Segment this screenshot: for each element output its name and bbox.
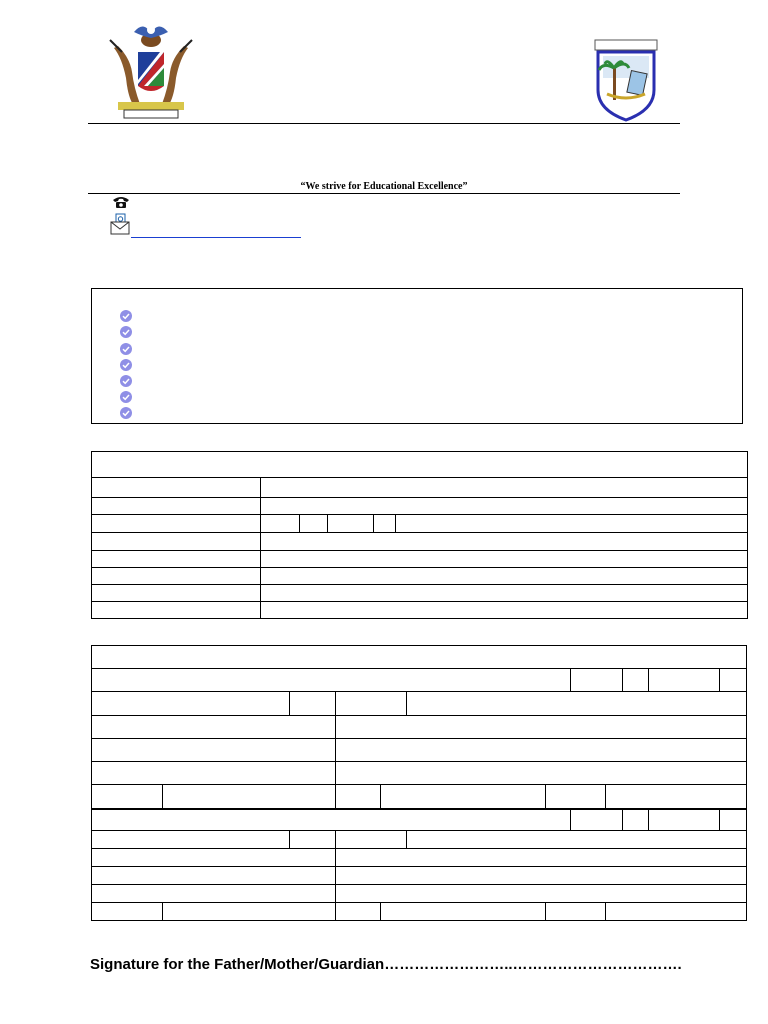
header-rule-bottom [88, 193, 680, 194]
form-field-cell[interactable] [92, 669, 571, 692]
learner-section-title [92, 452, 748, 478]
form-label-cell [92, 602, 261, 619]
form-field-cell[interactable] [648, 809, 720, 831]
form-label-cell [335, 785, 380, 809]
form-label-cell [92, 585, 261, 602]
check-circle-icon [120, 407, 132, 419]
form-field-cell[interactable] [570, 809, 622, 831]
form-label-cell [92, 568, 261, 585]
form-field-cell[interactable] [335, 739, 746, 762]
telephone-icon [111, 195, 131, 209]
form-label-cell [92, 903, 163, 921]
form-label-cell [92, 849, 336, 867]
form-field-cell[interactable] [380, 785, 546, 809]
form-field-cell[interactable] [162, 903, 335, 921]
form-field-cell[interactable] [407, 692, 747, 716]
check-circle-icon [120, 326, 132, 338]
form-field-cell[interactable] [335, 885, 746, 903]
school-crest-logo [593, 38, 659, 122]
form-label-cell [92, 867, 336, 885]
check-circle-icon [120, 375, 132, 387]
learner-details-table [91, 451, 748, 619]
form-field-cell[interactable] [300, 515, 328, 533]
form-label-cell [92, 831, 290, 849]
form-field-cell[interactable] [605, 785, 746, 809]
form-label-cell [92, 478, 261, 498]
form-field-cell[interactable] [92, 809, 571, 831]
school-motto: “We strive for Educational Excellence” [300, 181, 468, 192]
form-label-cell [92, 739, 336, 762]
form-field-cell[interactable] [335, 692, 407, 716]
form-field-cell[interactable] [335, 831, 407, 849]
envelope-icon [110, 213, 130, 235]
form-field-cell[interactable] [648, 669, 720, 692]
parent-section-title [92, 646, 747, 669]
header-rule-top [88, 123, 680, 124]
form-label-cell [92, 762, 336, 785]
form-field-cell[interactable] [335, 716, 746, 739]
guardian-signature-line: Signature for the Father/Mother/Guardian……………………..……………………………. [90, 956, 682, 973]
form-label-cell [92, 692, 290, 716]
form-field-cell[interactable] [261, 585, 748, 602]
form-field-cell[interactable] [261, 498, 748, 515]
form-field-cell[interactable] [605, 903, 746, 921]
form-field-cell[interactable] [570, 669, 622, 692]
form-field-cell[interactable] [380, 903, 546, 921]
form-field-cell[interactable] [289, 831, 335, 849]
form-label-cell [92, 515, 261, 533]
form-label-cell [546, 785, 605, 809]
form-field-cell[interactable] [261, 515, 300, 533]
form-field-cell[interactable] [720, 809, 747, 831]
form-field-cell[interactable] [335, 762, 746, 785]
requirements-checklist [91, 288, 743, 424]
form-field-cell[interactable] [720, 669, 747, 692]
form-label-cell [92, 716, 336, 739]
form-label-cell [92, 533, 261, 551]
form-field-cell[interactable] [261, 533, 748, 551]
form-field-cell[interactable] [335, 867, 746, 885]
form-field-cell[interactable] [261, 602, 748, 619]
email-link[interactable] [131, 225, 301, 238]
coat-of-arms-logo [104, 18, 198, 122]
form-field-cell[interactable] [162, 785, 335, 809]
form-field-cell[interactable] [289, 692, 335, 716]
check-circle-icon [120, 391, 132, 403]
form-field-cell[interactable] [407, 831, 747, 849]
form-field-cell[interactable] [328, 515, 374, 533]
form-field-cell[interactable] [261, 478, 748, 498]
form-label-cell [546, 903, 605, 921]
form-field-cell[interactable] [261, 551, 748, 568]
form-field-cell[interactable] [335, 849, 746, 867]
check-circle-icon [120, 359, 132, 371]
form-label-cell [92, 498, 261, 515]
form-field-cell[interactable] [623, 669, 649, 692]
check-circle-icon [120, 310, 132, 322]
form-field-cell[interactable] [623, 809, 649, 831]
form-field-cell[interactable] [374, 515, 396, 533]
form-field-cell[interactable] [261, 568, 748, 585]
form-label-cell [335, 903, 380, 921]
form-label-cell [92, 885, 336, 903]
form-label-cell [92, 551, 261, 568]
check-circle-icon [120, 343, 132, 355]
form-label-cell [92, 785, 163, 809]
parent-details-table [91, 645, 747, 921]
form-field-cell[interactable] [396, 515, 748, 533]
